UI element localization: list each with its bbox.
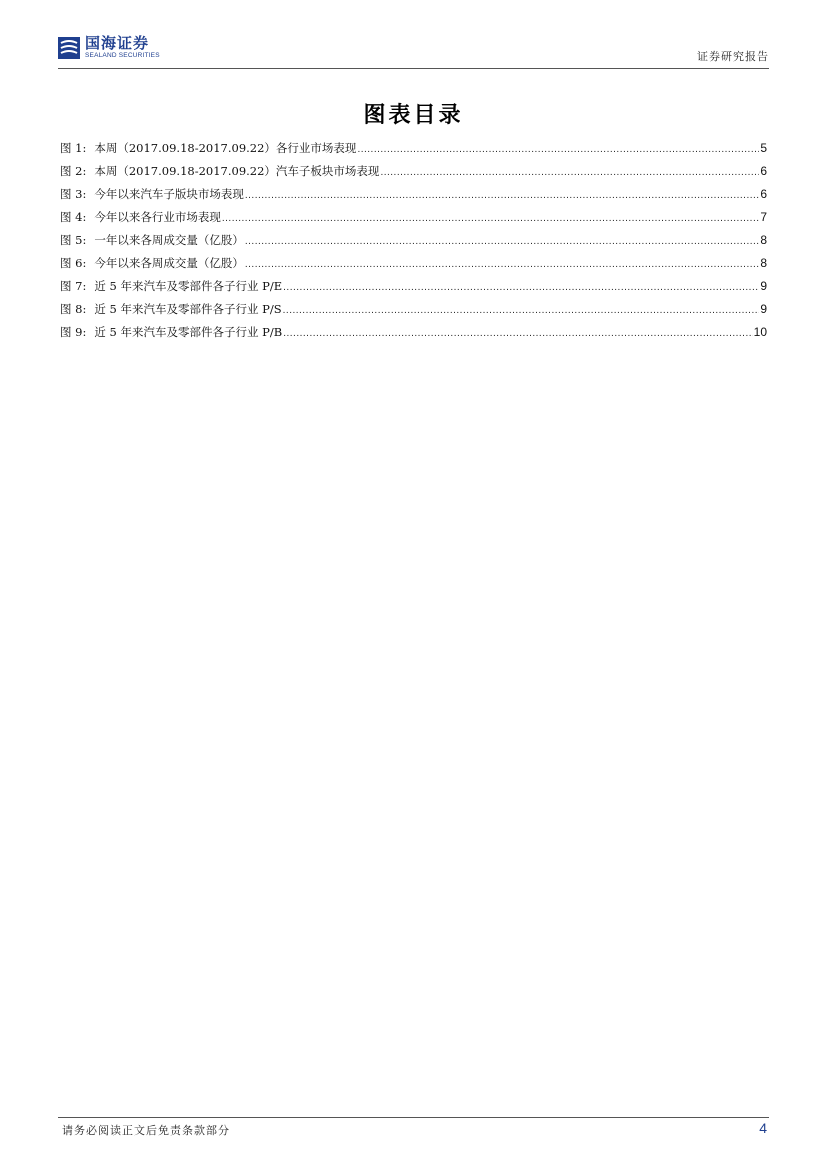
- footer-rule: [58, 1117, 769, 1118]
- figure-table-of-contents: [60, 140, 767, 347]
- toc-dot-leader: [283, 328, 752, 339]
- toc-entry[interactable]: [60, 163, 767, 186]
- page-number: 4: [759, 1120, 767, 1136]
- toc-entry-label: 图 1:: [60, 141, 87, 155]
- toc-dot-leader: [245, 259, 759, 270]
- toc-dot-leader: [283, 282, 759, 293]
- toc-entry-page: 5: [760, 141, 767, 155]
- toc-entry[interactable]: [60, 186, 767, 209]
- toc-dot-leader: [245, 236, 759, 247]
- toc-entry-label: 图 5:: [60, 233, 87, 247]
- footer-disclaimer: 请务必阅读正文后免责条款部分: [62, 1124, 230, 1137]
- toc-entry-label: 图 4:: [60, 210, 87, 224]
- toc-entry-label: 图 2:: [60, 164, 87, 178]
- toc-entry-page: 7: [760, 210, 767, 224]
- toc-entry[interactable]: [60, 209, 767, 232]
- logo-chinese-name: 国海证券: [85, 34, 150, 52]
- toc-entry-title: 本周（2017.09.18-2017.09.22）汽车子板块市场表现: [94, 164, 380, 178]
- toc-entry[interactable]: [60, 255, 767, 278]
- toc-dot-leader: [222, 213, 759, 224]
- toc-entry-label: 图 9:: [60, 325, 87, 339]
- toc-dot-leader: [283, 305, 760, 316]
- page-title: 图表目录: [363, 103, 464, 128]
- page-header: [58, 34, 769, 69]
- company-logo: [58, 36, 160, 60]
- toc-entry-title: 近 5 年来汽车及零部件各子行业 P/E: [94, 279, 283, 293]
- toc-entry[interactable]: [60, 278, 767, 301]
- logo-english-name: SEALAND SECURITIES: [85, 52, 160, 59]
- toc-entry-page: 10: [753, 325, 767, 339]
- toc-entry-label: 图 3:: [60, 187, 87, 201]
- toc-entry-page: 6: [760, 164, 767, 178]
- toc-entry-title: 今年以来各行业市场表现: [94, 210, 221, 224]
- toc-entry-page: 6: [760, 187, 767, 201]
- report-type-label: 证券研究报告: [697, 50, 769, 63]
- toc-entry-title: 一年以来各周成交量（亿股）: [94, 233, 244, 247]
- toc-entry-label: 图 7:: [60, 279, 87, 293]
- toc-entry-label: 图 8:: [60, 302, 87, 316]
- toc-entry[interactable]: [60, 301, 767, 324]
- toc-dot-leader: [357, 144, 759, 155]
- toc-entry-page: 9: [760, 279, 767, 293]
- toc-dot-leader: [380, 167, 759, 178]
- toc-entry[interactable]: [60, 140, 767, 163]
- toc-entry-title: 今年以来汽车子版块市场表现: [94, 187, 244, 201]
- toc-entry[interactable]: [60, 324, 767, 347]
- toc-entry-title: 今年以来各周成交量（亿股）: [94, 256, 244, 270]
- toc-entry-title: 近 5 年来汽车及零部件各子行业 P/S: [94, 302, 282, 316]
- toc-entry-page: 8: [760, 256, 767, 270]
- toc-entry-page: 8: [760, 233, 767, 247]
- toc-entry-title: 本周（2017.09.18-2017.09.22）各行业市场表现: [94, 141, 357, 155]
- toc-dot-leader: [245, 190, 759, 201]
- toc-entry[interactable]: [60, 232, 767, 255]
- toc-entry-page: 9: [760, 302, 767, 316]
- sealand-logo-icon: [58, 37, 80, 59]
- toc-entry-title: 近 5 年来汽车及零部件各子行业 P/B: [94, 325, 283, 339]
- toc-entry-label: 图 6:: [60, 256, 87, 270]
